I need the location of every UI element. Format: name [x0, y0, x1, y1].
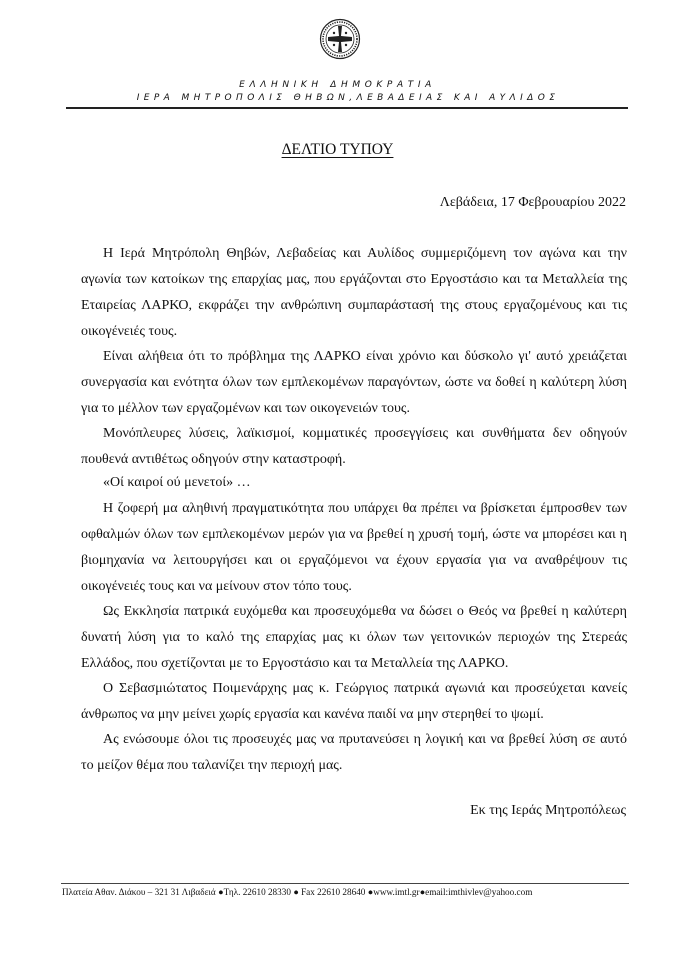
body-paragraph: Ως Εκκλησία πατρικά ευχόμεθα και προσευχόμεθα να δώσει ο Θεός να βρεθεί η καλύτερη δυνατή λύση για το καλό της επαρχίας μας κι όλων των γειτονικών περιοχών της Στερεάς Ελλάδος, που σχετίζονται με το Εργοστάσιο και τα Μεταλλεία της ΛΑΡΚΟ. — [81, 604, 627, 671]
body-paragraph: Η Ιερά Μητρόπολη Θηβών, Λεβαδείας και Αυλίδος συμμεριζόμενη τον αγώνα και την αγωνία των κατοίκων της επαρχίας μας, που εργάζονται στο Εργοστάσιο και τα Μεταλλεία της Εταιρείας ΛΑΡΚΟ, εκφράζει την ανθρώπινη συμπαράστασή της στους εργαζομένους και τις οικογένειές τους. — [81, 246, 627, 339]
body-paragraph-quote: «Οί καιροί ού μενετοί» … — [103, 475, 251, 490]
letterhead-metropolis: ΙΕΡΑ ΜΗΤΡΟΠΟΛΙΣ ΘΗΒΩΝ,ΛΕΒΑΔΕΙΑΣ ΚΑΙ ΑΥΛΙΔΟΣ — [136, 93, 560, 103]
document-date: Λεβάδεια, 17 Φεβρουαρίου 2022 — [439, 195, 626, 210]
letterhead-republic: ΕΛΛΗΝΙΚΗ ΔΗΜΟΚΡΑΤΙΑ — [239, 80, 436, 90]
body-paragraph: Ας ενώσουμε όλοι τις προσευχές μας να πρυτανεύσει η λογική και να βρεθεί λύση σε αυτό το μείζον θέμα που ταλανίζει την περιοχή μας. — [81, 732, 627, 773]
body-paragraph: Είναι αλήθεια ότι το πρόβλημα της ΛΑΡΚΟ είναι χρόνιο και δύσκολο γι' αυτό χρειάζεται συνεργασία και ενότητα όλων των εμπλεκομένων παραγόντων, ώστε να δοθεί η καλύτερη λύση για το μέλλον των εργαζομένων και των οικογενειών τους. — [81, 349, 627, 416]
church-seal-icon — [319, 18, 361, 60]
body-paragraph: Ο Σεβασμιώτατος Ποιμενάρχης μας κ. Γεώργιος πατρικά αγωνιά και προσεύχεται κανείς άνθρωπος να μην μείνει χωρίς εργασία και κανένα παιδί να μην στερηθεί το ψωμί. — [81, 681, 627, 722]
footer-contact: Πλατεία Αθαν. Διάκου – 321 31 Λιβαδειά ●Τηλ. 22610 28330 ● Fax 22610 28640 ●www.imtl.gr●email:imthivlev@yahoo.com — [62, 887, 533, 897]
body-paragraph: Η ζοφερή μα αληθινή πραγματικότητα που υπάρχει θα πρέπει να βρίσκεται έμπροσθεν των οφθαλμών όλων των εμπλεκομένων μερών για να βρεθεί η χρυσή τομή, ώστε να μπορέσει και η βιομηχανία να λειτουργήσει και οι εργαζόμενοι να έχουν εργασία για να αναθρέψουν τις οικογένειές τους και να μείνουν στον τόπο τους. — [81, 501, 627, 594]
document-title: ΔΕΛΤΙΟ ΤΥΠΟΥ — [281, 141, 394, 158]
footer-divider — [61, 883, 629, 884]
header-divider — [66, 107, 628, 109]
signature: Εκ της Ιεράς Μητροπόλεως — [470, 803, 626, 818]
body-paragraph: Μονόπλευρες λύσεις, λαϊκισμοί, κομματικές προσεγγίσεις και συνθήματα δεν οδηγούν πουθενά αντιθέτως οδηγούν στην καταστροφή. — [81, 426, 627, 467]
